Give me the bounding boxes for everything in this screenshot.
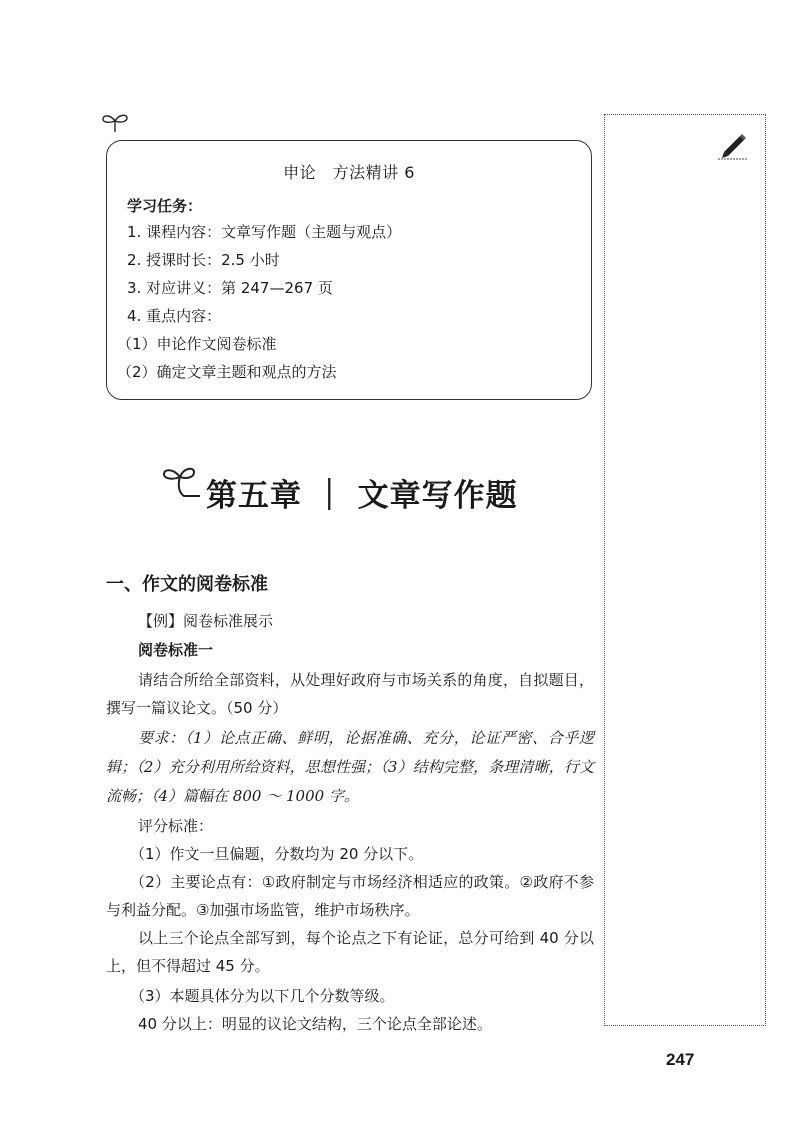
- scoring-item: 40 分以上：明显的议论文结构，三个论点全部论述。: [138, 1015, 492, 1033]
- example-label: 【例】阅卷标准展示: [138, 612, 274, 630]
- task-heading: 学习任务：: [127, 197, 203, 215]
- task-item: 2. 授课时长：2.5 小时: [127, 251, 280, 269]
- task-item: 1. 课程内容：文章写作题（主题与观点）: [127, 223, 402, 241]
- sprout-icon: [100, 110, 130, 134]
- section-title: 一、作文的阅卷标准: [106, 574, 268, 595]
- page-number: 247: [666, 1050, 695, 1069]
- scoring-item: （3）本题具体分为以下几个分数等级。: [130, 987, 395, 1005]
- sprout-icon: [160, 462, 206, 502]
- essay-prompt: 请结合所给全部资料，从处理好政府与市场关系的角度，自拟题目，撰写一篇议论文。（50 分）: [106, 671, 594, 717]
- scoring-item: （1）作文一旦偏题，分数均为 20 分以下。: [130, 845, 424, 863]
- task-item: 4. 重点内容：: [127, 307, 222, 325]
- essay-requirements: 要求：（1）论点正确、鲜明，论据准确、充分，论证严密、合乎逻辑；（2）充分利用所给资料，思想性强；（3）结构完整，条理清晰，行文流畅；（4）篇幅在 800 ～ 1000 字。: [106, 729, 594, 805]
- task-item: 3. 对应讲义：第 247—267 页: [127, 279, 333, 297]
- scoring-item: 以上三个论点全部写到，每个论点之下有论证，总分可给到 40 分以上，但不得超过 45 分。: [106, 929, 594, 975]
- notes-margin: [604, 114, 766, 1026]
- task-subitem: （1）申论作文阅卷标准: [117, 335, 277, 353]
- standard-label: 阅卷标准一: [138, 641, 214, 659]
- pencil-icon: [716, 130, 750, 160]
- task-subitem: （2）确定文章主题和观点的方法: [117, 363, 337, 381]
- scoring-label: 评分标准：: [138, 817, 214, 835]
- scoring-item: （2）主要论点有：①政府制定与市场经济相适应的政策。②政府不参与利益分配。③加强市场监管，维护市场秩序。: [106, 873, 594, 919]
- task-box-title: 申论 方法精讲 6: [283, 163, 415, 182]
- chapter-title: 第五章 ｜ 文章写作题: [206, 478, 518, 514]
